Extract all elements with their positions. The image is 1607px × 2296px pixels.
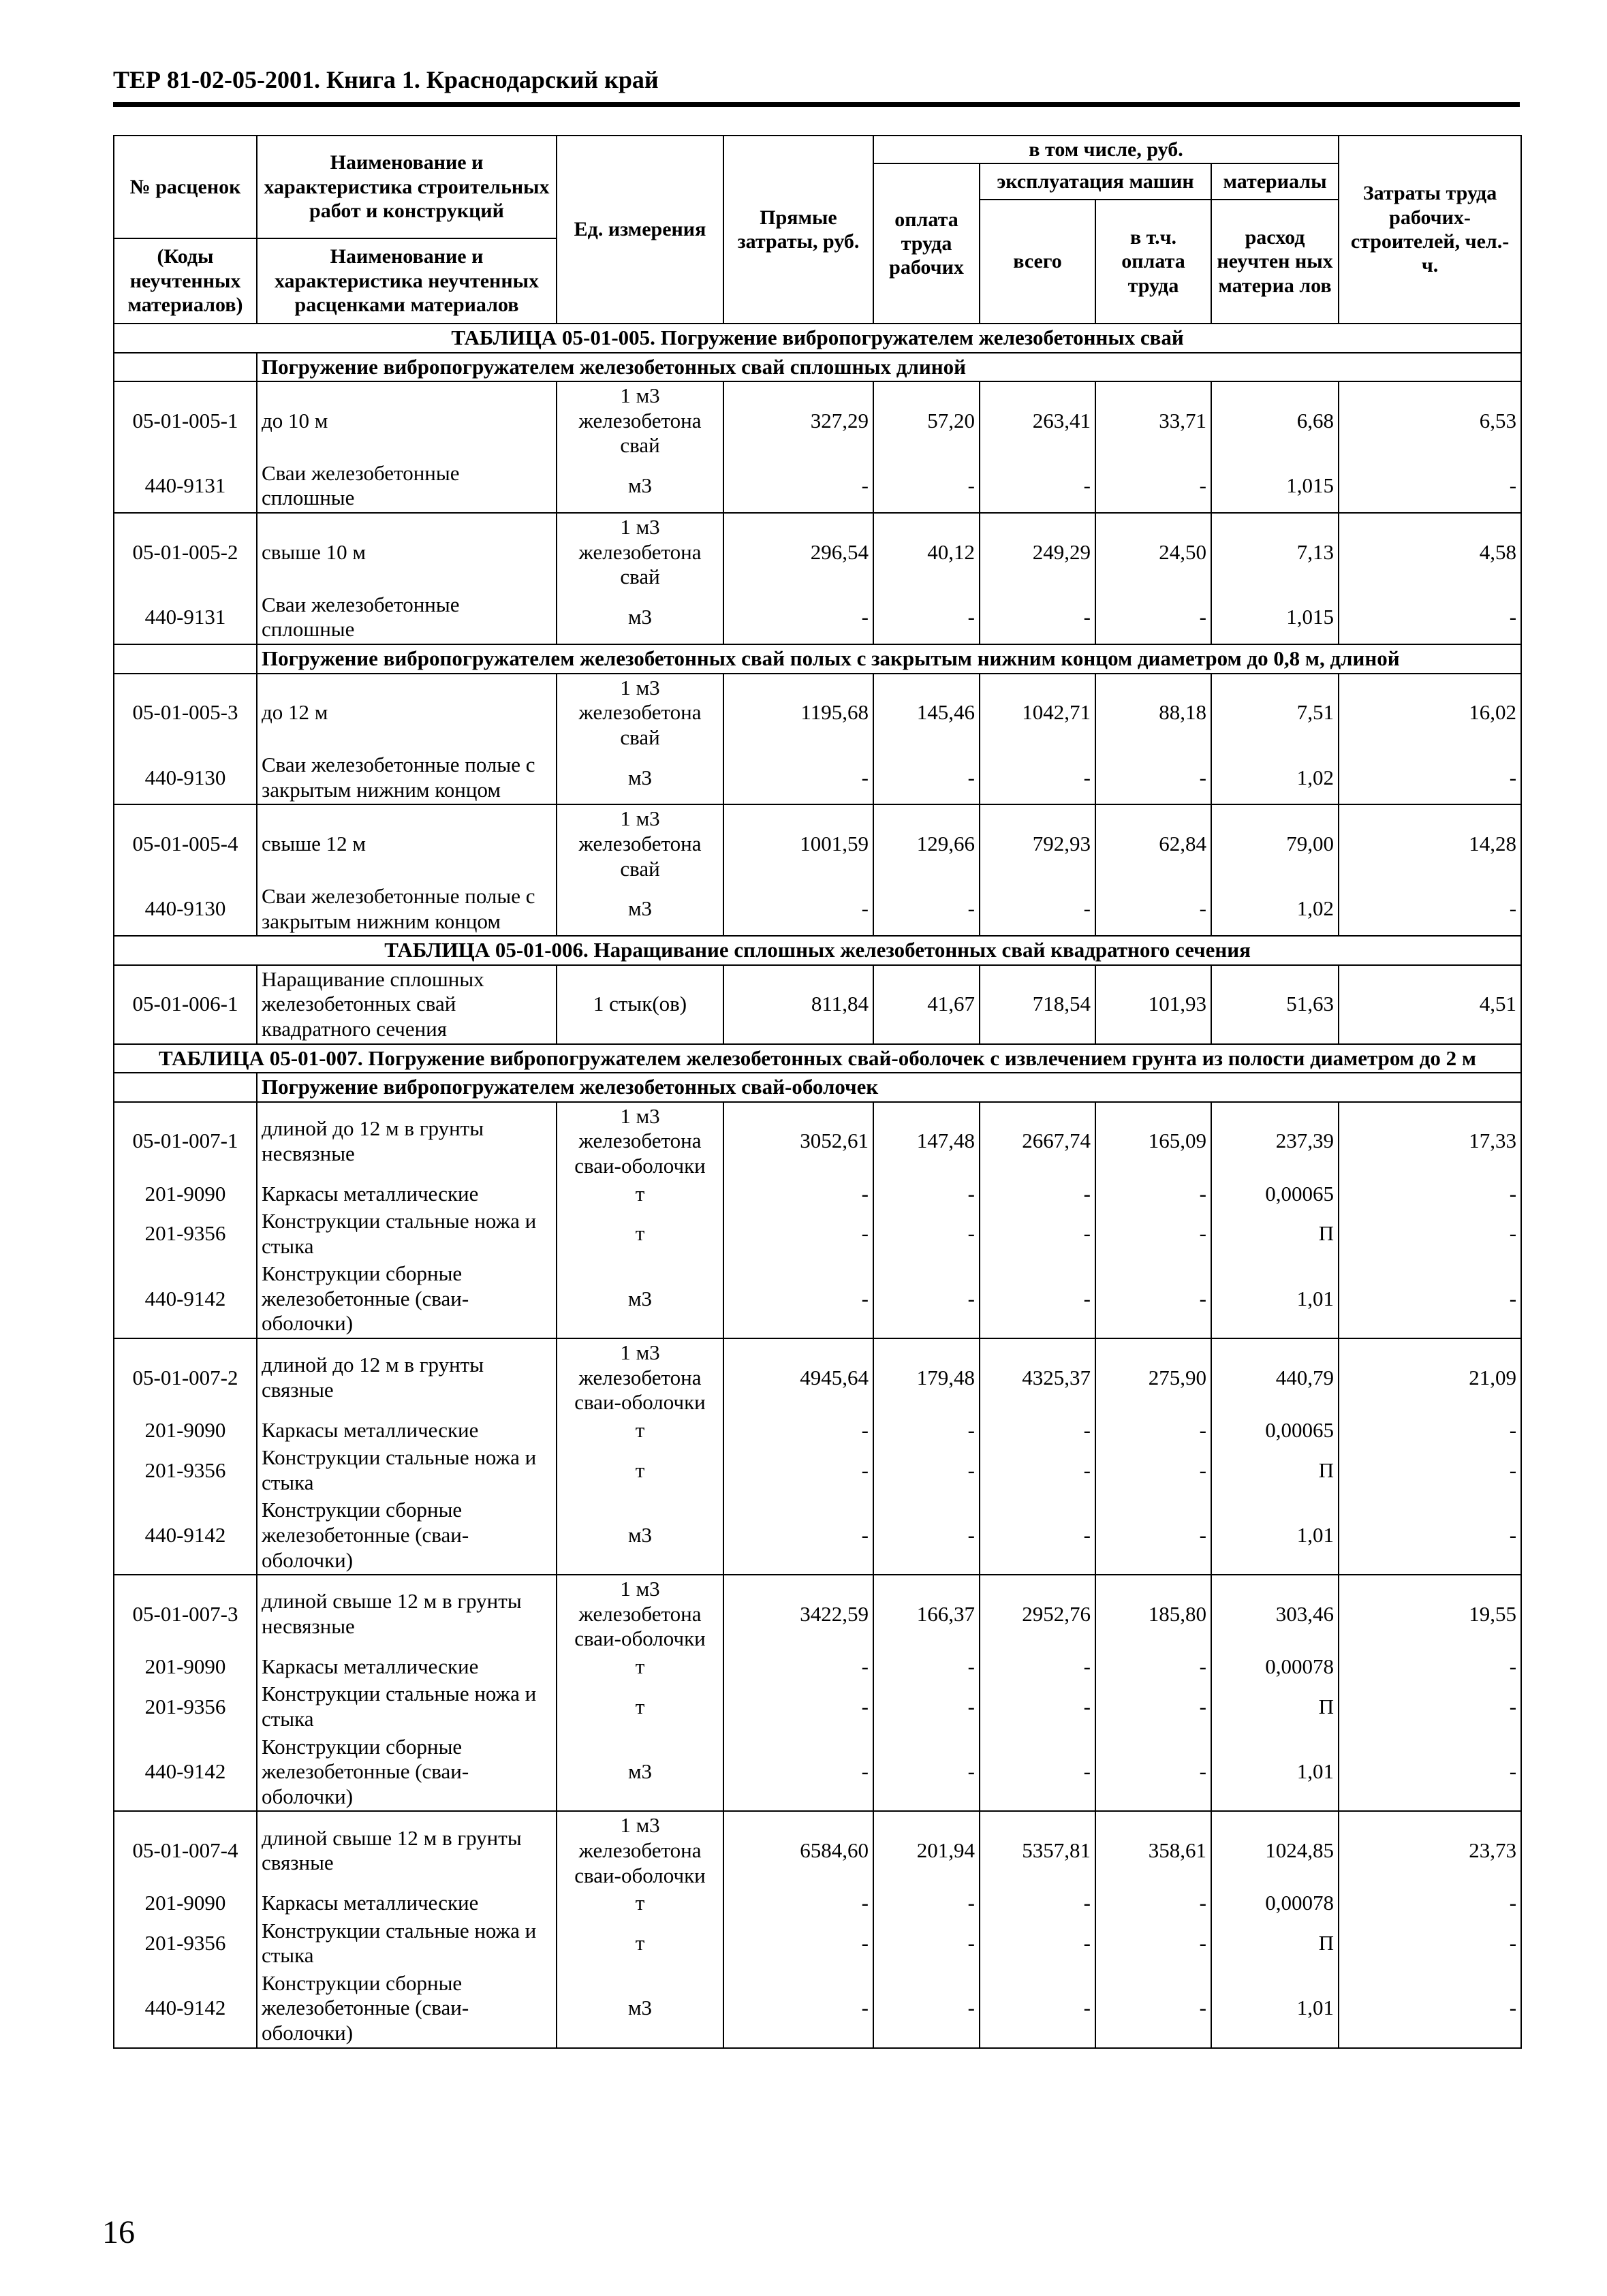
row-materials: 440,79 (1211, 1338, 1339, 1417)
row-unit: м3 (557, 1970, 723, 2048)
row-direct: - (723, 1496, 873, 1575)
row-mach-wage: - (1095, 751, 1211, 804)
row-materials: 1,015 (1211, 460, 1339, 513)
row-mach-total: 4325,37 (980, 1338, 1095, 1417)
row-name: Сваи железобетонные полые с закрытым нижним концом (257, 883, 557, 936)
row-mach-total: 2952,76 (980, 1575, 1095, 1653)
row-direct: - (723, 1444, 873, 1496)
row-name: длиной свыше 12 м в грунты связные (257, 1811, 557, 1889)
row-code: 05-01-007-2 (114, 1338, 257, 1417)
row-unit: т (557, 1180, 723, 1208)
table-row (114, 1496, 1521, 1575)
row-wage: - (873, 1180, 980, 1208)
table-row (114, 513, 1521, 591)
header-name-sub: Наименование и характеристика неучтенных расценками материалов (257, 238, 557, 324)
row-name: свыше 10 м (257, 513, 557, 591)
row-materials: 7,51 (1211, 674, 1339, 752)
row-materials: 1,01 (1211, 1260, 1339, 1338)
row-labor: - (1339, 1680, 1521, 1733)
row-direct: - (723, 1417, 873, 1445)
header-mach-total: всего (980, 200, 1095, 324)
row-code: 201-9090 (114, 1653, 257, 1681)
row-name: Конструкции стальные ножа и стыка (257, 1680, 557, 1733)
section-title-row (114, 936, 1521, 965)
row-labor: - (1339, 1208, 1521, 1260)
table-row (114, 1102, 1521, 1180)
table-row (114, 965, 1521, 1044)
row-mach-wage: - (1095, 883, 1211, 936)
row-materials: П (1211, 1208, 1339, 1260)
table-row (114, 1575, 1521, 1653)
row-name: Сваи железобетонные полые с закрытым нижним концом (257, 751, 557, 804)
row-mach-total: - (980, 1889, 1095, 1917)
row-wage: - (873, 751, 980, 804)
row-wage: - (873, 1496, 980, 1575)
row-mach-wage: - (1095, 1917, 1211, 1970)
row-name: до 10 м (257, 381, 557, 460)
row-labor: 16,02 (1339, 674, 1521, 752)
row-labor: 4,58 (1339, 513, 1521, 591)
group-title-row (114, 644, 1521, 674)
row-name: до 12 м (257, 674, 557, 752)
row-name: Каркасы металлические (257, 1653, 557, 1681)
table-row (114, 804, 1521, 883)
group-title: Погружение вибропогружателем железобетонных свай сплошных длиной (257, 353, 1521, 382)
row-materials: 0,00065 (1211, 1417, 1339, 1445)
row-mach-total: - (980, 460, 1095, 513)
row-code: 440-9142 (114, 1496, 257, 1575)
row-code: 05-01-007-1 (114, 1102, 257, 1180)
table-row (114, 1208, 1521, 1260)
row-mach-total: 718,54 (980, 965, 1095, 1044)
row-name: Конструкции стальные ножа и стыка (257, 1444, 557, 1496)
row-labor: - (1339, 591, 1521, 644)
row-code: 05-01-005-3 (114, 674, 257, 752)
row-direct: 3052,61 (723, 1102, 873, 1180)
row-wage: - (873, 460, 980, 513)
table-row (114, 1970, 1521, 2048)
row-code: 05-01-007-4 (114, 1811, 257, 1889)
row-direct: 327,29 (723, 381, 873, 460)
row-wage: 147,48 (873, 1102, 980, 1180)
row-mach-total: 5357,81 (980, 1811, 1095, 1889)
row-name: Каркасы металлические (257, 1417, 557, 1445)
row-unit: 1 м3 железобетона свай (557, 804, 723, 883)
group-title-row (114, 353, 1521, 382)
row-name: длиной до 12 м в грунты несвязные (257, 1102, 557, 1180)
row-mach-wage: - (1095, 1417, 1211, 1445)
row-mach-total: - (980, 1496, 1095, 1575)
row-wage: - (873, 591, 980, 644)
row-code: 201-9356 (114, 1917, 257, 1970)
group-title-row (114, 1073, 1521, 1102)
row-unit: 1 стык(ов) (557, 965, 723, 1044)
row-mach-total: - (980, 883, 1095, 936)
row-materials: П (1211, 1444, 1339, 1496)
row-unit: т (557, 1208, 723, 1260)
header-labor: Затраты труда рабочих-строителей, чел.-ч. (1339, 136, 1521, 324)
row-materials: 6,68 (1211, 381, 1339, 460)
row-unit: 1 м3 железобетона свай (557, 674, 723, 752)
row-direct: - (723, 883, 873, 936)
row-code: 201-9090 (114, 1180, 257, 1208)
row-name: Сваи железобетонные сплошные (257, 460, 557, 513)
section-title: ТАБЛИЦА 05-01-005. Погружение вибропогружателем железобетонных свай (114, 324, 1521, 353)
row-direct: 1001,59 (723, 804, 873, 883)
table-row (114, 1260, 1521, 1338)
row-wage: 145,46 (873, 674, 980, 752)
row-mach-total: - (980, 1417, 1095, 1445)
row-name: Конструкции сборные железобетонные (сваи-оболочки) (257, 1496, 557, 1575)
header-code-sub: (Коды неучтенных материалов) (114, 238, 257, 324)
row-labor: - (1339, 1733, 1521, 1812)
row-mach-wage: - (1095, 1653, 1211, 1681)
row-materials: 51,63 (1211, 965, 1339, 1044)
row-mach-total: 2667,74 (980, 1102, 1095, 1180)
group-title: Погружение вибропогружателем железобетонных свай-оболочек (257, 1073, 1521, 1102)
row-wage: 129,66 (873, 804, 980, 883)
table-row (114, 1180, 1521, 1208)
table-row (114, 1338, 1521, 1417)
row-materials: 303,46 (1211, 1575, 1339, 1653)
section-title-row (114, 324, 1521, 353)
row-code: 05-01-005-2 (114, 513, 257, 591)
row-labor: - (1339, 751, 1521, 804)
row-wage: 41,67 (873, 965, 980, 1044)
table-row (114, 460, 1521, 513)
row-mach-wage: - (1095, 1444, 1211, 1496)
row-direct: - (723, 1180, 873, 1208)
row-mach-total: 263,41 (980, 381, 1095, 460)
row-unit: т (557, 1889, 723, 1917)
row-unit: 1 м3 железобетона сваи-оболочки (557, 1811, 723, 1889)
group-title-spacer (114, 1073, 257, 1102)
header-mach-wage: в т.ч. оплата труда (1095, 200, 1211, 324)
row-unit: м3 (557, 1260, 723, 1338)
row-labor: - (1339, 1653, 1521, 1681)
row-wage: - (873, 1260, 980, 1338)
row-materials: П (1211, 1680, 1339, 1733)
row-unit: 1 м3 железобетона сваи-оболочки (557, 1338, 723, 1417)
row-wage: - (873, 1970, 980, 2048)
row-mach-total: - (980, 751, 1095, 804)
row-materials: 0,00078 (1211, 1653, 1339, 1681)
row-unit: м3 (557, 591, 723, 644)
page-number: 16 (102, 2214, 135, 2250)
row-direct: - (723, 591, 873, 644)
table-row (114, 883, 1521, 936)
row-name: свыше 12 м (257, 804, 557, 883)
row-name: длиной до 12 м в грунты связные (257, 1338, 557, 1417)
header-wage: оплата труда рабочих (873, 163, 980, 324)
row-wage: - (873, 883, 980, 936)
row-labor: 6,53 (1339, 381, 1521, 460)
header-incl: в том числе, руб. (873, 136, 1339, 163)
row-labor: - (1339, 1917, 1521, 1970)
section-title: ТАБЛИЦА 05-01-007. Погружение вибропогружателем железобетонных свай-оболочек с извлечением грунта из полости диаметром до 2 м (114, 1044, 1521, 1073)
row-unit: т (557, 1680, 723, 1733)
row-labor: 23,73 (1339, 1811, 1521, 1889)
row-direct: 811,84 (723, 965, 873, 1044)
row-materials: 237,39 (1211, 1102, 1339, 1180)
row-wage: 201,94 (873, 1811, 980, 1889)
group-title: Погружение вибропогружателем железобетонных свай полых с закрытым нижним концом диаметром до 0,8 м, длиной (257, 644, 1521, 674)
row-wage: - (873, 1653, 980, 1681)
row-direct: - (723, 1917, 873, 1970)
rates-table (113, 135, 1522, 2049)
row-direct: 3422,59 (723, 1575, 873, 1653)
row-mach-wage: 185,80 (1095, 1575, 1211, 1653)
row-materials: 1,01 (1211, 1970, 1339, 2048)
group-title-spacer (114, 353, 257, 382)
row-mach-total: - (980, 1260, 1095, 1338)
row-unit: м3 (557, 1733, 723, 1812)
row-labor: - (1339, 883, 1521, 936)
row-labor: - (1339, 1180, 1521, 1208)
row-code: 201-9356 (114, 1444, 257, 1496)
table-row (114, 1811, 1521, 1889)
row-labor: - (1339, 1970, 1521, 2048)
row-code: 201-9090 (114, 1417, 257, 1445)
row-name: Конструкции сборные железобетонные (сваи-оболочки) (257, 1970, 557, 2048)
row-materials: 1,02 (1211, 883, 1339, 936)
row-direct: 296,54 (723, 513, 873, 591)
row-code: 440-9131 (114, 591, 257, 644)
row-code: 201-9356 (114, 1208, 257, 1260)
row-labor: - (1339, 1496, 1521, 1575)
table-row (114, 1417, 1521, 1445)
header-materials: материалы (1211, 163, 1339, 199)
row-mach-total: 1042,71 (980, 674, 1095, 752)
row-wage: - (873, 1889, 980, 1917)
table-row (114, 751, 1521, 804)
table-row (114, 591, 1521, 644)
row-unit: м3 (557, 1496, 723, 1575)
row-mach-wage: - (1095, 1180, 1211, 1208)
header-name: Наименование и характеристика строительных работ и конструкций (257, 136, 557, 238)
row-mach-total: - (980, 1917, 1095, 1970)
row-mach-total: - (980, 1180, 1095, 1208)
row-code: 05-01-005-4 (114, 804, 257, 883)
row-mach-wage: - (1095, 1970, 1211, 2048)
table-row (114, 1680, 1521, 1733)
row-materials: 1,02 (1211, 751, 1339, 804)
row-unit: т (557, 1417, 723, 1445)
row-materials: 0,00078 (1211, 1889, 1339, 1917)
row-unit: т (557, 1444, 723, 1496)
header-code: № расценок (114, 136, 257, 238)
row-wage: 40,12 (873, 513, 980, 591)
row-code: 440-9142 (114, 1260, 257, 1338)
row-mach-wage: - (1095, 1496, 1211, 1575)
row-mach-total: - (980, 1653, 1095, 1681)
header-machines: эксплуатация машин (980, 163, 1211, 199)
row-mach-wage: 24,50 (1095, 513, 1211, 591)
row-name: Конструкции сборные железобетонные (сваи-оболочки) (257, 1733, 557, 1812)
row-mach-wage: 358,61 (1095, 1811, 1211, 1889)
row-mach-total: - (980, 591, 1095, 644)
row-unit: 1 м3 железобетона свай (557, 381, 723, 460)
row-name: Конструкции стальные ножа и стыка (257, 1917, 557, 1970)
row-wage: - (873, 1917, 980, 1970)
row-code: 05-01-007-3 (114, 1575, 257, 1653)
row-wage: - (873, 1444, 980, 1496)
row-direct: - (723, 1680, 873, 1733)
row-direct: - (723, 1260, 873, 1338)
table-row (114, 1444, 1521, 1496)
row-mach-wage: - (1095, 1680, 1211, 1733)
row-code: 201-9356 (114, 1680, 257, 1733)
row-mach-wage: - (1095, 460, 1211, 513)
row-mach-wage: 101,93 (1095, 965, 1211, 1044)
row-materials: П (1211, 1917, 1339, 1970)
row-labor: 21,09 (1339, 1338, 1521, 1417)
row-labor: - (1339, 1444, 1521, 1496)
row-wage: - (873, 1680, 980, 1733)
row-mach-total: - (980, 1208, 1095, 1260)
table-row (114, 381, 1521, 460)
row-name: Конструкции сборные железобетонные (сваи-оболочки) (257, 1260, 557, 1338)
row-mach-wage: 33,71 (1095, 381, 1211, 460)
row-mach-wage: - (1095, 1208, 1211, 1260)
page-header: ТЕР 81-02-05-2001. Книга 1. Краснодарский край (113, 66, 659, 93)
table-row (114, 1733, 1521, 1812)
row-mach-total: 792,93 (980, 804, 1095, 883)
row-mach-total: - (980, 1444, 1095, 1496)
row-mach-wage: - (1095, 591, 1211, 644)
row-materials: 1,01 (1211, 1733, 1339, 1812)
row-wage: - (873, 1208, 980, 1260)
row-code: 05-01-006-1 (114, 965, 257, 1044)
row-direct: - (723, 1653, 873, 1681)
row-code: 201-9090 (114, 1889, 257, 1917)
row-mach-wage: - (1095, 1733, 1211, 1812)
row-materials: 1,01 (1211, 1496, 1339, 1575)
table-body (114, 324, 1521, 2048)
row-mach-wage: 165,09 (1095, 1102, 1211, 1180)
row-mach-wage: - (1095, 1889, 1211, 1917)
row-labor: - (1339, 460, 1521, 513)
row-wage: - (873, 1417, 980, 1445)
row-mach-total: - (980, 1733, 1095, 1812)
row-direct: - (723, 751, 873, 804)
row-unit: м3 (557, 460, 723, 513)
row-materials: 1024,85 (1211, 1811, 1339, 1889)
header-unit: Ед. измерения (557, 136, 723, 324)
section-title-row (114, 1044, 1521, 1073)
row-name: Сваи железобетонные сплошные (257, 591, 557, 644)
row-unit: т (557, 1917, 723, 1970)
row-unit: 1 м3 железобетона свай (557, 513, 723, 591)
row-materials: 1,015 (1211, 591, 1339, 644)
header-rule (113, 102, 1520, 107)
row-name: Конструкции стальные ножа и стыка (257, 1208, 557, 1260)
row-code: 440-9142 (114, 1733, 257, 1812)
table-row (114, 674, 1521, 752)
row-unit: м3 (557, 751, 723, 804)
row-labor: 14,28 (1339, 804, 1521, 883)
row-code: 440-9142 (114, 1970, 257, 2048)
row-mach-total: 249,29 (980, 513, 1095, 591)
row-wage: 166,37 (873, 1575, 980, 1653)
row-code: 440-9130 (114, 883, 257, 936)
row-name: длиной свыше 12 м в грунты несвязные (257, 1575, 557, 1653)
row-labor: 4,51 (1339, 965, 1521, 1044)
row-mach-wage: 88,18 (1095, 674, 1211, 752)
row-unit: м3 (557, 883, 723, 936)
row-direct: - (723, 460, 873, 513)
section-title: ТАБЛИЦА 05-01-006. Наращивание сплошных железобетонных свай квадратного сечения (114, 936, 1521, 965)
row-code: 05-01-005-1 (114, 381, 257, 460)
row-labor: - (1339, 1417, 1521, 1445)
table-row (114, 1889, 1521, 1917)
row-wage: 57,20 (873, 381, 980, 460)
row-labor: - (1339, 1889, 1521, 1917)
row-materials: 7,13 (1211, 513, 1339, 591)
header-mat-sub: расход неучтен ных материа лов (1211, 200, 1339, 324)
row-mach-wage: - (1095, 1260, 1211, 1338)
row-code: 440-9131 (114, 460, 257, 513)
row-name: Каркасы металлические (257, 1889, 557, 1917)
group-title-spacer (114, 644, 257, 674)
row-direct: - (723, 1889, 873, 1917)
row-mach-wage: 275,90 (1095, 1338, 1211, 1417)
table-row (114, 1917, 1521, 1970)
row-name: Наращивание сплошных железобетонных свай квадратного сечения (257, 965, 557, 1044)
row-materials: 0,00065 (1211, 1180, 1339, 1208)
row-direct: 1195,68 (723, 674, 873, 752)
row-wage: - (873, 1733, 980, 1812)
row-mach-total: - (980, 1970, 1095, 2048)
row-mach-wage: 62,84 (1095, 804, 1211, 883)
row-code: 440-9130 (114, 751, 257, 804)
row-unit: 1 м3 железобетона сваи-оболочки (557, 1102, 723, 1180)
row-direct: - (723, 1733, 873, 1812)
row-labor: 19,55 (1339, 1575, 1521, 1653)
row-direct: - (723, 1208, 873, 1260)
row-unit: т (557, 1653, 723, 1681)
row-direct: - (723, 1970, 873, 2048)
row-name: Каркасы металлические (257, 1180, 557, 1208)
row-wage: 179,48 (873, 1338, 980, 1417)
row-direct: 6584,60 (723, 1811, 873, 1889)
row-mach-total: - (980, 1680, 1095, 1733)
row-materials: 79,00 (1211, 804, 1339, 883)
row-labor: - (1339, 1260, 1521, 1338)
row-labor: 17,33 (1339, 1102, 1521, 1180)
table-header (114, 136, 1521, 324)
row-direct: 4945,64 (723, 1338, 873, 1417)
header-direct: Прямые затраты, руб. (723, 136, 873, 324)
row-unit: 1 м3 железобетона сваи-оболочки (557, 1575, 723, 1653)
table-row (114, 1653, 1521, 1681)
